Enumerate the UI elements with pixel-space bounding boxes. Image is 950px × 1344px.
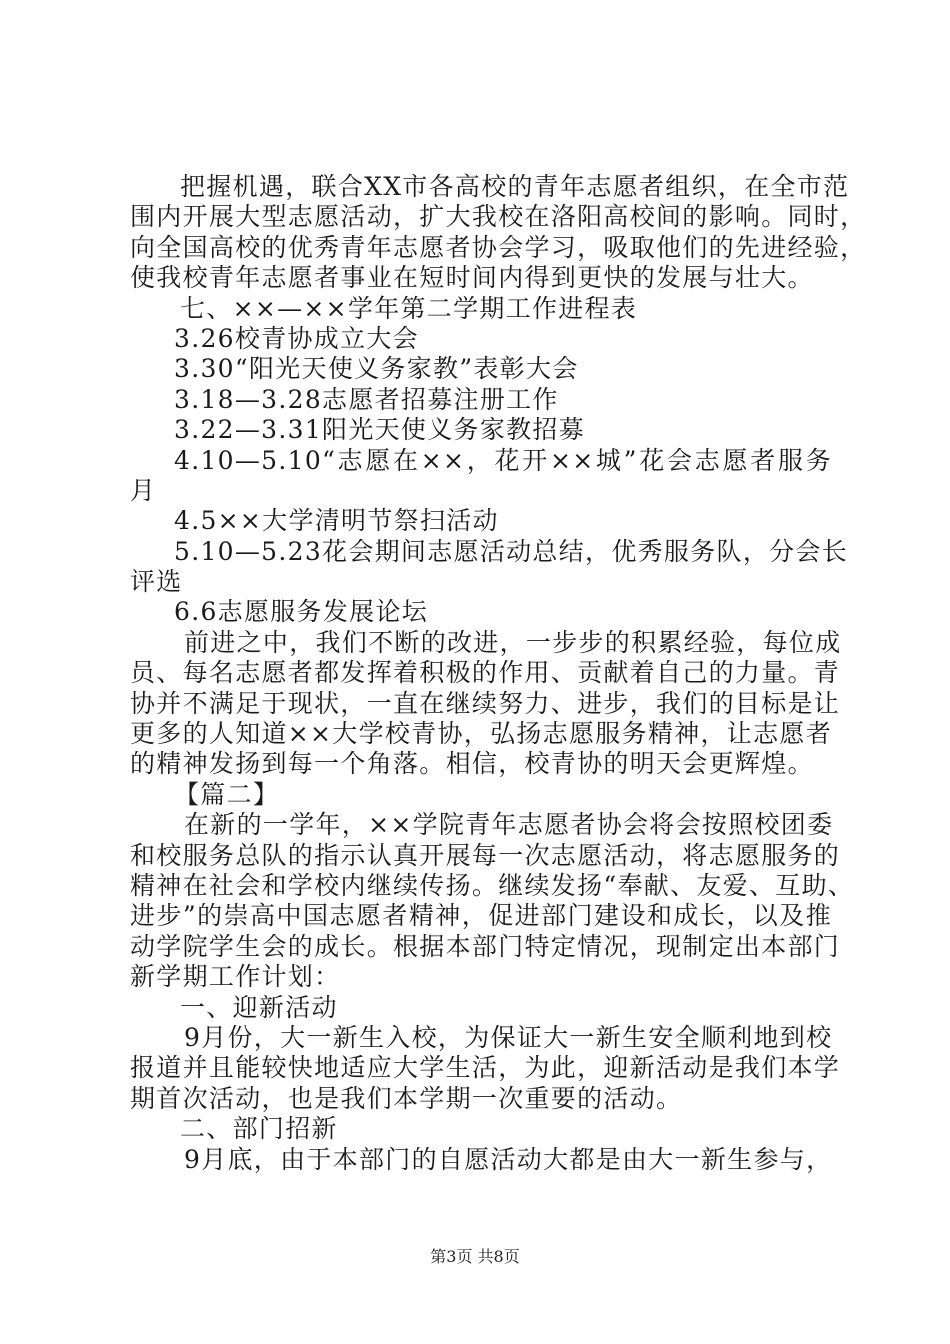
schedule-item: 3.22—3.31阳光天使义务家教招募 [174, 415, 586, 445]
paragraph-line: 报道并且能较快地适应大学生活，为此，迎新活动是我们本学 [130, 1053, 841, 1083]
paragraph-line: 在新的一学年，××学院青年志愿者协会将会按照校团委 [184, 810, 834, 840]
section-heading: 一、迎新活动 [180, 992, 338, 1022]
paragraph-line: 更多的人知道××大学校青协，弘扬志愿服务精神，让志愿者 [130, 719, 832, 749]
schedule-item: 3.26校青协成立大会 [174, 323, 419, 353]
paragraph-line: 使我校青年志愿者事业在短时间内得到更快的发展与壮大。 [130, 263, 814, 293]
schedule-item: 3.18—3.28志愿者招募注册工作 [174, 384, 559, 414]
schedule-item: 4.5××大学清明节祭扫活动 [174, 506, 499, 536]
paragraph-line: 期首次活动，也是我们本学期一次重要的活动。 [130, 1083, 683, 1113]
page-footer: 第3页 共8页 [430, 1247, 520, 1266]
document-body [130, 172, 867, 1175]
paragraph-line: 把握机遇，联合XX市各高校的青年志愿者组织，在全市范 [180, 172, 850, 201]
paragraph-line: 员、每名志愿者都发挥着积极的作用、贡献着自己的力量。青 [130, 658, 841, 688]
section-heading: 【篇二】 [174, 779, 280, 809]
paragraph-line: 评选 [130, 567, 183, 597]
schedule-item: 5.10—5.23花会期间志愿活动总结，优秀服务队，分会长 [174, 536, 849, 566]
paragraph-line: 9月份，大一新生入校，为保证大一新生安全顺利地到校 [184, 1022, 833, 1052]
paragraph-line: 9月底，由于本部门的自愿活动大都是由大一新生参与， [184, 1144, 833, 1174]
paragraph-line: 进步”的崇高中国志愿者精神，促进部门建设和成长，以及推 [130, 901, 832, 931]
schedule-item: 3.30“阳光天使义务家教”表彰大会 [174, 354, 579, 384]
paragraph-line: 前进之中，我们不断的改进，一步步的积累经验，每位成 [184, 627, 842, 657]
paragraph-line: 向全国高校的优秀青年志愿者协会学习，吸取他们的先进经验， [130, 232, 867, 262]
paragraph-line: 精神在社会和学校内继续传扬。继续发扬“奉献、友爱、互助、 [130, 870, 855, 900]
paragraph-line: 动学院学生会的成长。根据本部门特定情况，现制定出本部门 [130, 931, 841, 961]
schedule-item: 6.6志愿服务发展论坛 [174, 597, 429, 627]
paragraph-line: 围内开展大型志愿活动，扩大我校在洛阳高校间的影响。同时， [130, 202, 867, 232]
schedule-item: 4.10—5.10“志愿在××，花开××城”花会志愿者服务 [174, 445, 832, 475]
paragraph-line: 和校服务总队的指示认真开展每一次志愿活动，将志愿服务的 [130, 840, 841, 870]
paragraph-line: 的精神发扬到每一个角落。相信，校青协的明天会更辉煌。 [130, 749, 814, 779]
section-heading: 二、部门招新 [180, 1114, 338, 1144]
paragraph-line: 协并不满足于现状，一直在继续努力、进步，我们的目标是让 [130, 688, 841, 718]
paragraph-line: 新学期工作计划： [130, 962, 341, 992]
paragraph-line: 月 [130, 475, 157, 505]
section-heading: 七、××—××学年第二学期工作进程表 [180, 293, 638, 323]
